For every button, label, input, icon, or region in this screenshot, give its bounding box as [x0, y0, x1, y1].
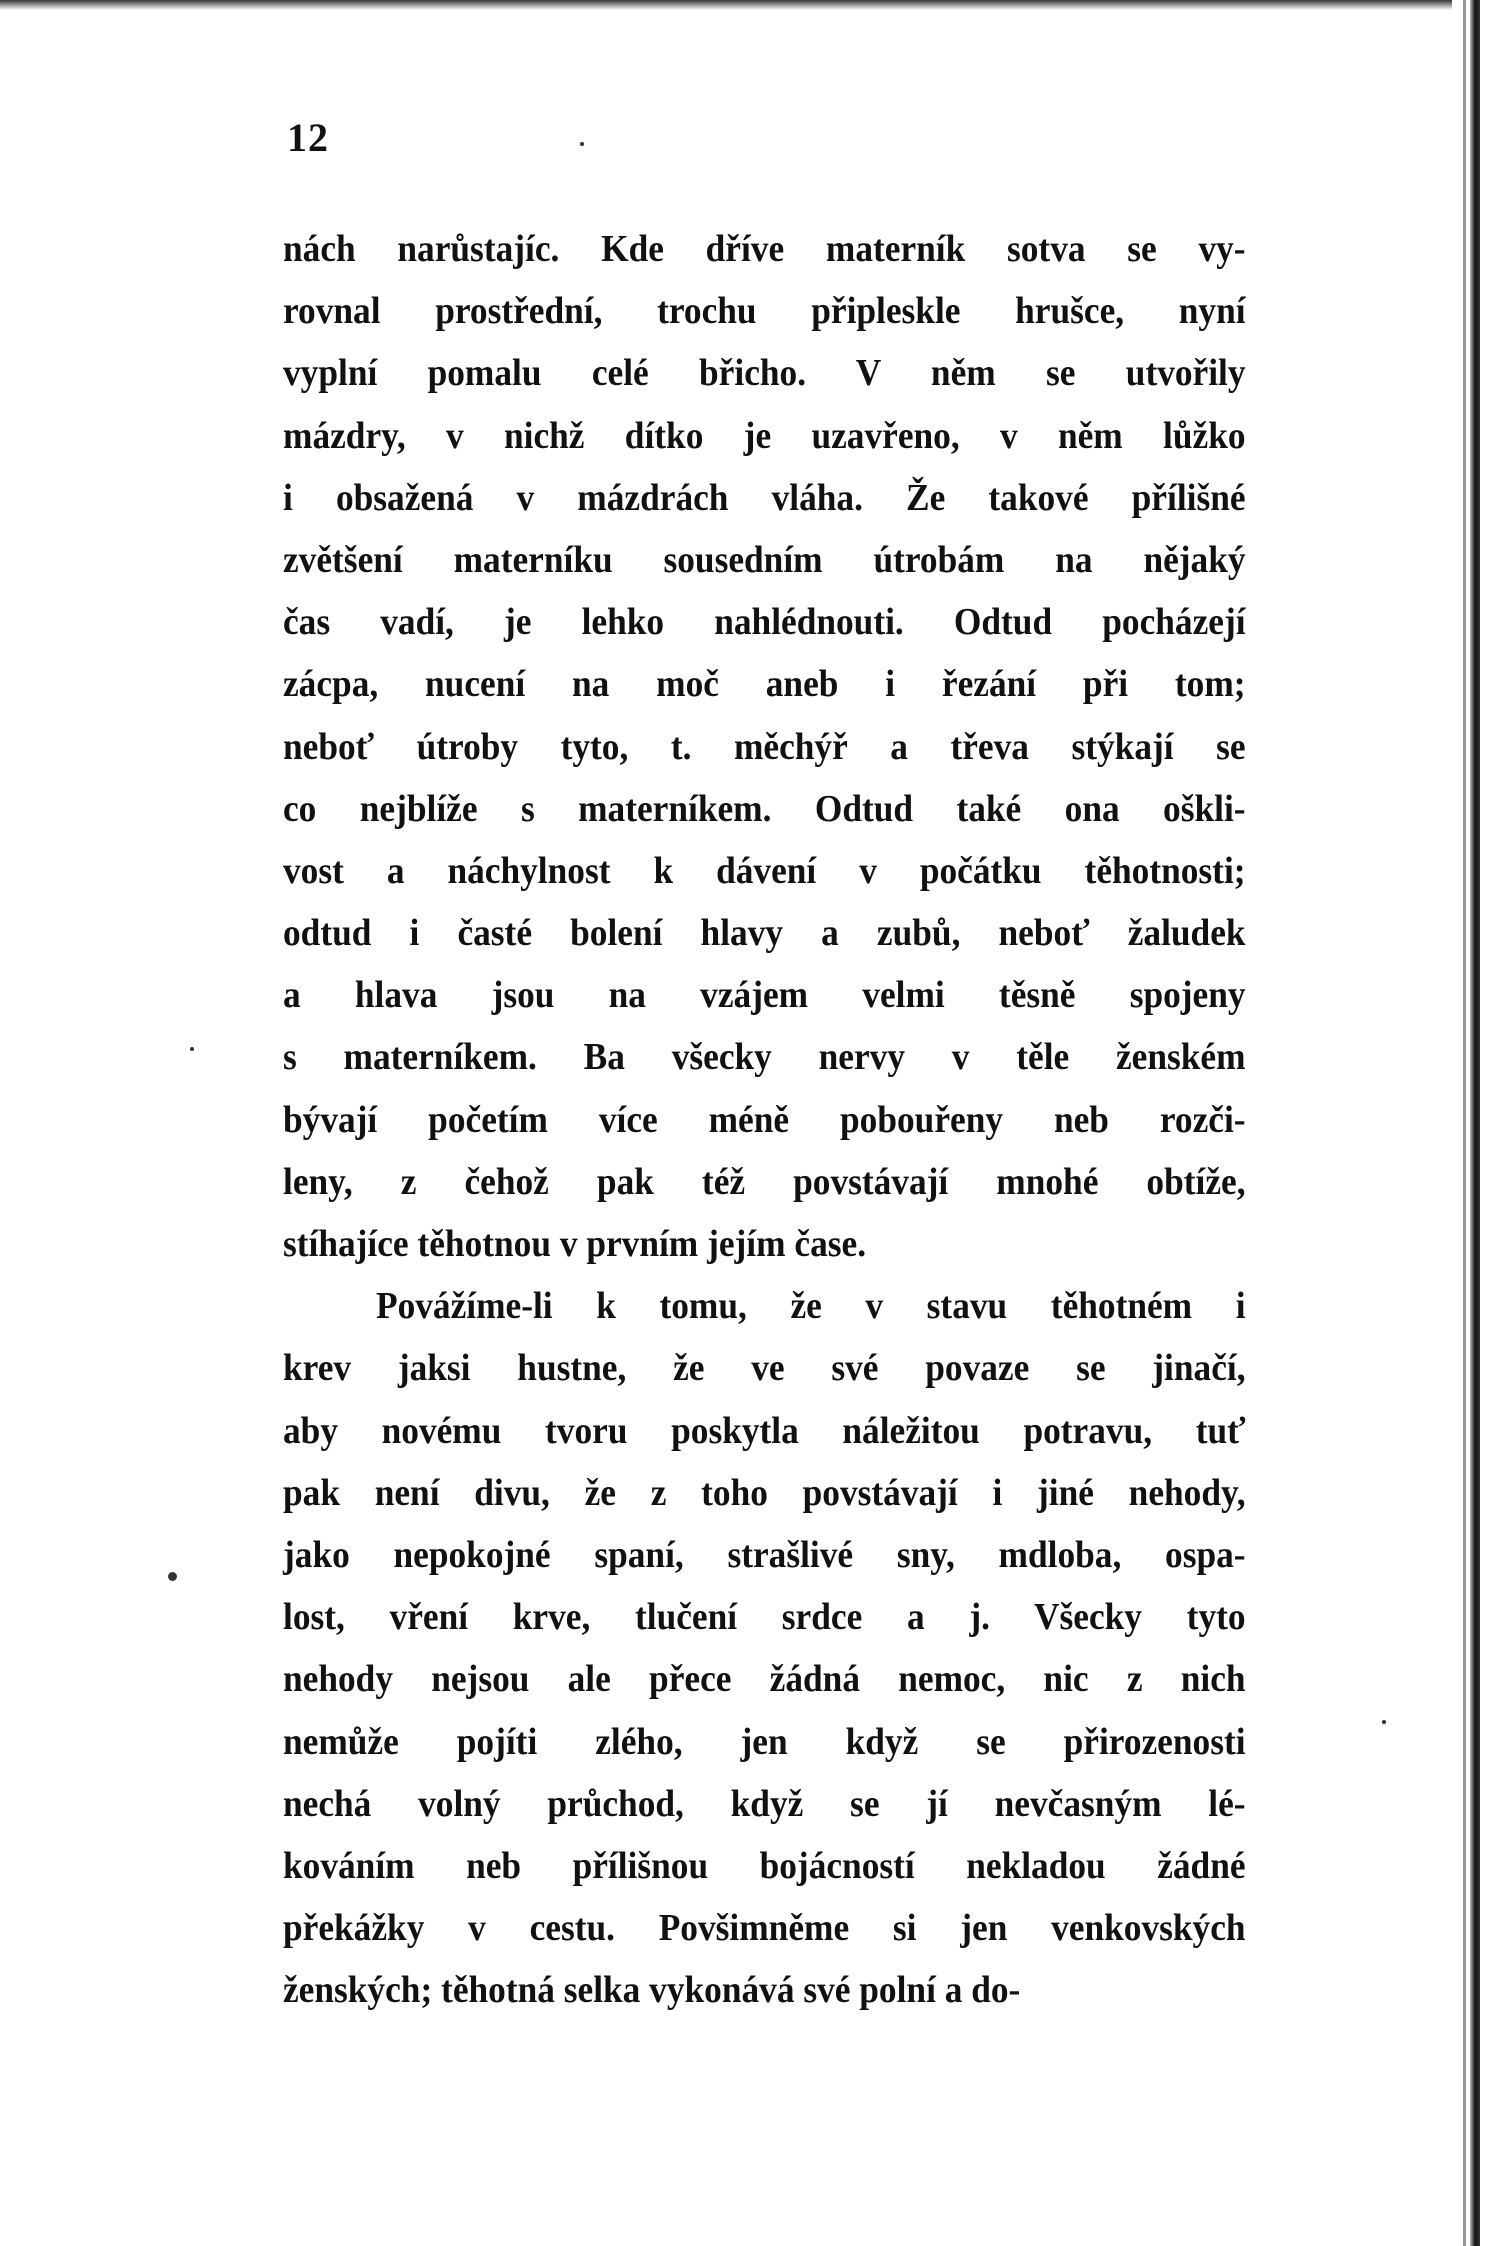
text-line: pak není divu, že z toho povstávají i jiné nehody,: [283, 1471, 1246, 1514]
paragraph: [283, 218, 1246, 1275]
page-number: 12: [287, 115, 329, 160]
text-line: zvětšení materníku sousedním útrobám na nějaký: [283, 538, 1246, 581]
ink-speck: [190, 1047, 194, 1051]
text-line: jako nepokojné spaní, strašlivé sny, mdloba, ospa-: [283, 1533, 1246, 1576]
text-line: nechá volný průchod, když se jí nevčasným lé-: [283, 1782, 1246, 1825]
text-line: překážky v cestu. Povšimněme si jen venkovských: [283, 1907, 1246, 1950]
paragraph: [283, 1275, 1246, 2021]
scan-right-edge: [1452, 0, 1490, 2246]
ink-speck: [580, 142, 584, 146]
text-line: zácpa, nucení na moč aneb i řezání při tom;: [283, 663, 1246, 706]
text-line: odtud i časté bolení hlavy a zubů, neboť žaludek: [283, 912, 1246, 955]
text-line: krev jaksi hustne, že ve své povaze se jinačí,: [283, 1347, 1246, 1390]
text-line: vyplní pomalu celé břicho. V něm se utvořily: [283, 352, 1246, 395]
text-line: čas vadí, je lehko nahlédnouti. Odtud pocházejí: [283, 601, 1246, 644]
text-line: leny, z čehož pak též povstávají mnohé obtíže,: [283, 1160, 1246, 1203]
text-line: stíhajíce těhotnou v prvním jejím čase.: [283, 1223, 867, 1265]
text-line: bývají početím více méně pobouřeny neb rozči-: [283, 1098, 1246, 1141]
text-line: nách narůstajíc. Kde dříve materník sotva se vy-: [283, 228, 1246, 270]
scan-edge-shadow: [1470, 0, 1480, 2246]
text-line: Povážíme-li k tomu, že v stavu těhotném i: [376, 1285, 1246, 1328]
text-line: ženských; těhotná selka vykonává své polní a do-: [283, 1969, 1021, 2012]
text-line: i obsažená v mázdrách vláha. Že takové přílišné: [283, 476, 1246, 519]
ink-speck: [1382, 1720, 1386, 1724]
text-line: mázdry, v nichž dítko je uzavřeno, v něm lůžko: [283, 414, 1246, 457]
body-text: [283, 218, 1246, 2021]
scan-top-edge: [0, 0, 1490, 10]
text-line: s materníkem. Ba všecky nervy v těle ženském: [283, 1036, 1246, 1079]
text-line: lost, vření krve, tlučení srdce a j. Všecky tyto: [283, 1596, 1246, 1639]
ink-speck: [168, 1572, 177, 1581]
text-line: nehody nejsou ale přece žádná nemoc, nic z nich: [283, 1658, 1246, 1701]
text-line: vost a náchylnost k dávení v počátku těhotnosti;: [283, 849, 1246, 892]
text-line: rovnal prostřední, trochu připleskle hrušce, nyní: [283, 290, 1246, 333]
text-line: nemůže pojíti zlého, jen když se přirozenosti: [283, 1720, 1246, 1763]
scan-edge-rule: [1463, 0, 1466, 2246]
text-line: aby novému tvoru poskytla náležitou potravu, tuť: [283, 1409, 1246, 1452]
text-line: neboť útroby tyto, t. měchýř a třeva stýkají se: [283, 725, 1246, 768]
text-line: kováním neb přílišnou bojácností nekladou žádné: [283, 1844, 1246, 1887]
text-line: a hlava jsou na vzájem velmi těsně spojeny: [283, 974, 1246, 1017]
text-line: co nejblíže s materníkem. Odtud také ona oškli-: [283, 787, 1246, 830]
